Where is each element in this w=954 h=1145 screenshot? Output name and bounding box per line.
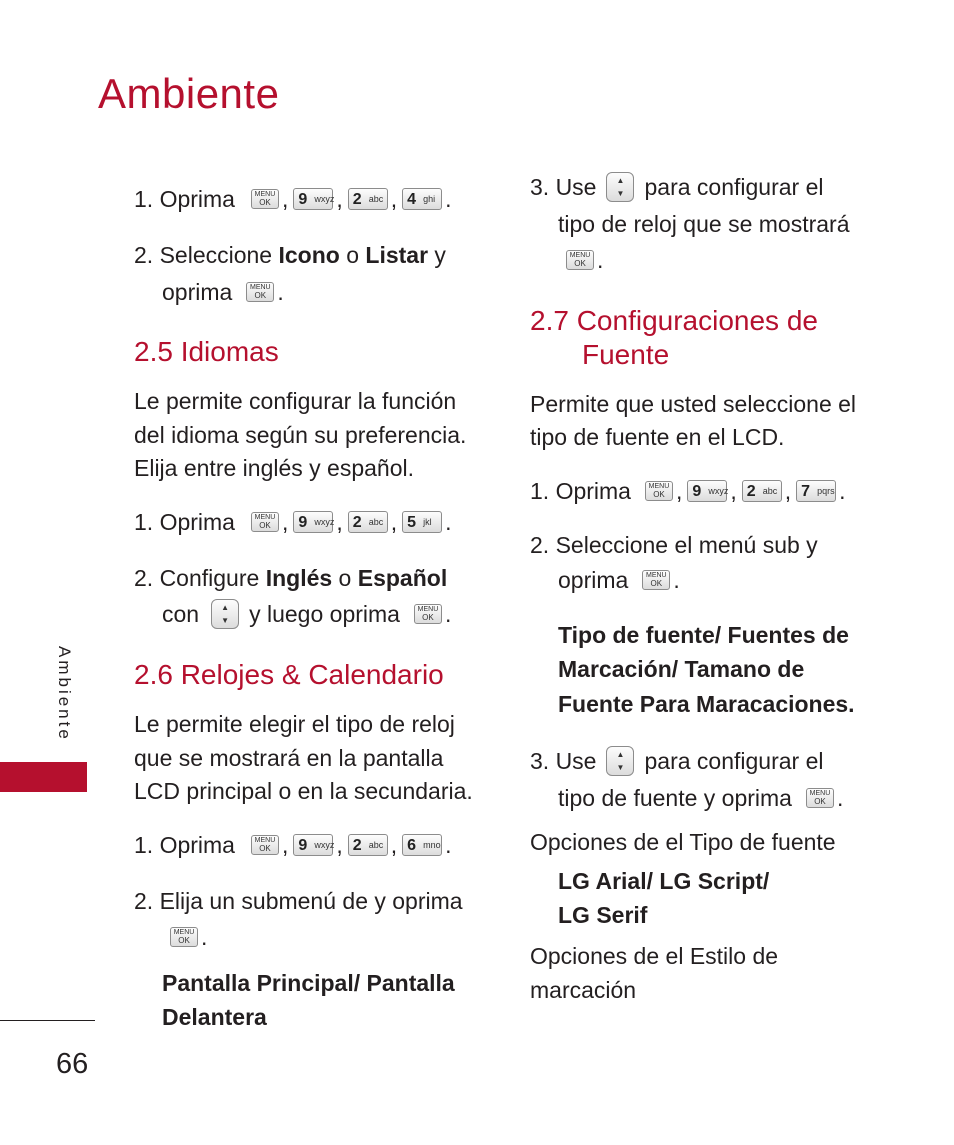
comma: , [390,186,398,212]
s27-options-1: Tipo de fuente/ Fuentes de [558,622,849,648]
font-types-1: LG Arial/ LG Script/ [558,868,770,894]
comma: , [390,509,398,535]
period: . [444,601,452,627]
step-text: 1. Oprima [530,478,631,504]
dial-style-label-2: marcación [530,977,637,1003]
side-tab-marker [0,762,87,792]
step-text: y luego oprima [249,601,400,627]
side-section-text: Ambiente [55,646,74,742]
comma: , [730,478,737,504]
menu-ok-key-icon: MENU OK [251,512,279,532]
s26-step2-line2 [170,920,212,954]
period: . [445,832,452,858]
s26-desc-1: Le permite elegir el tipo de reloj [134,711,455,737]
key-2-icon: 2 abc [348,188,388,210]
s25-step2-line: 2. Configure Inglés o Español [134,565,448,591]
step-text: 1. Oprima [134,832,235,858]
s26-options-2: Delantera [162,1004,267,1030]
key-6-icon: 6 mno [402,834,442,856]
menu-ok-key-icon: MENU OK [170,927,198,947]
period: . [201,924,208,950]
menu-ok-key-icon: MENU OK [251,835,279,855]
s27-step2-line: 2. Seleccione el menú sub y [530,532,818,558]
up-down-navigation-key-icon: ▲ ▼ [211,599,239,629]
menu-ok-key-icon: MENU OK [566,250,594,270]
s25-desc-2: del idioma según su preferencia. [134,422,467,448]
page-number: 66 [56,1048,89,1080]
font-type-options-label: Opciones de el Tipo de fuente [530,829,836,855]
comma: , [336,832,343,858]
key-2-icon: 2 abc [742,480,782,502]
menu-ok-key-icon: MENU OK [642,570,670,590]
s25-desc-1: Le permite configurar la función [134,388,457,414]
step-text: 1. Oprima [134,186,235,212]
s27-options-3: Fuente Para Maracaciones. [558,691,855,717]
s25-step1-line [134,505,457,539]
key-9-icon: 9 wxyz [293,511,333,533]
period: . [839,478,846,504]
s26-desc-3: LCD principal o en la secundaria. [134,778,473,804]
right-step3-line2: tipo de reloj que se mostrará [558,211,850,237]
period: . [277,279,284,305]
s26-options-1: Pantalla Principal/ Pantalla [162,970,455,996]
up-down-navigation-key-icon: ▲ ▼ [606,172,634,202]
comma: , [675,478,683,504]
section-heading-2-7-line2: Fuente [582,339,670,370]
section-heading-2-6: 2.6 Relojes & Calendario [134,659,444,690]
step-text: 1. Oprima [134,509,235,535]
key-9-icon: 9 wxyz [293,188,333,210]
menu-ok-key-icon: MENU OK [246,282,274,302]
comma: , [336,509,343,535]
step-text: para configurar el [644,174,824,200]
step-text: tipo de fuente y oprima [558,785,792,811]
step-text: 3. Use [530,174,597,200]
s27-step1-line [530,474,851,508]
comma: , [281,832,289,858]
key-4-icon: 4 ghi [402,188,442,210]
section-heading-2-5: 2.5 Idiomas [134,336,279,367]
section-heading-2-7: 2.7 Configuraciones de [530,305,818,336]
s25-desc-3: Elija entre inglés y español. [134,455,414,481]
s25-step2-line2 [162,597,456,631]
side-section-label [50,646,80,756]
comma: , [281,186,289,212]
key-9-icon: 9 wxyz [687,480,727,502]
step-text: 3. Use [530,748,597,774]
menu-ok-key-icon: MENU OK [645,481,673,501]
s27-step2-line2 [558,563,685,597]
menu-ok-key-icon: MENU OK [251,189,279,209]
page-title: Ambiente [98,70,280,117]
s27-step3-line2 [558,781,848,815]
s27-step3-line [530,744,823,778]
comma: , [390,832,398,858]
font-types-2: LG Serif [558,902,648,928]
step-text: oprima [558,567,629,593]
left-step1-line [134,182,457,216]
key-7-icon: 7 pqrs [796,480,836,502]
comma: , [784,478,792,504]
s27-desc-1: Permite que usted seleccione el [530,391,857,417]
left-step2-line: 2. Seleccione Icono o Listar y [134,242,446,268]
key-9-icon: 9 wxyz [293,834,333,856]
period: . [836,785,844,811]
s26-step2-line: 2. Elija un submenú de y oprima [134,888,463,914]
period: . [445,186,452,212]
footer-rule [0,1020,95,1021]
comma: , [281,509,289,535]
up-down-navigation-key-icon: ▲ ▼ [606,746,634,776]
right-step3-line [530,170,823,204]
dial-style-label-1: Opciones de el Estilo de [530,943,779,969]
key-2-icon: 2 abc [348,511,388,533]
comma: , [336,186,343,212]
key-5-icon: 5 jkl [402,511,442,533]
key-2-icon: 2 abc [348,834,388,856]
step-text: oprima [162,279,233,305]
s27-desc-2: tipo de fuente en el LCD. [530,424,785,450]
period: . [673,567,680,593]
right-step3-line3 [566,243,608,277]
period: . [445,509,452,535]
left-step2-line2 [162,275,289,309]
step-text: con [162,601,200,627]
s26-step1-line [134,828,457,862]
s26-desc-2: que se mostrará en la pantalla [134,745,444,771]
s27-options-2: Marcación/ Tamano de [558,656,805,682]
step-text: para configurar el [644,748,824,774]
period: . [597,247,604,273]
menu-ok-key-icon: MENU OK [414,604,442,624]
menu-ok-key-icon: MENU OK [806,788,834,808]
